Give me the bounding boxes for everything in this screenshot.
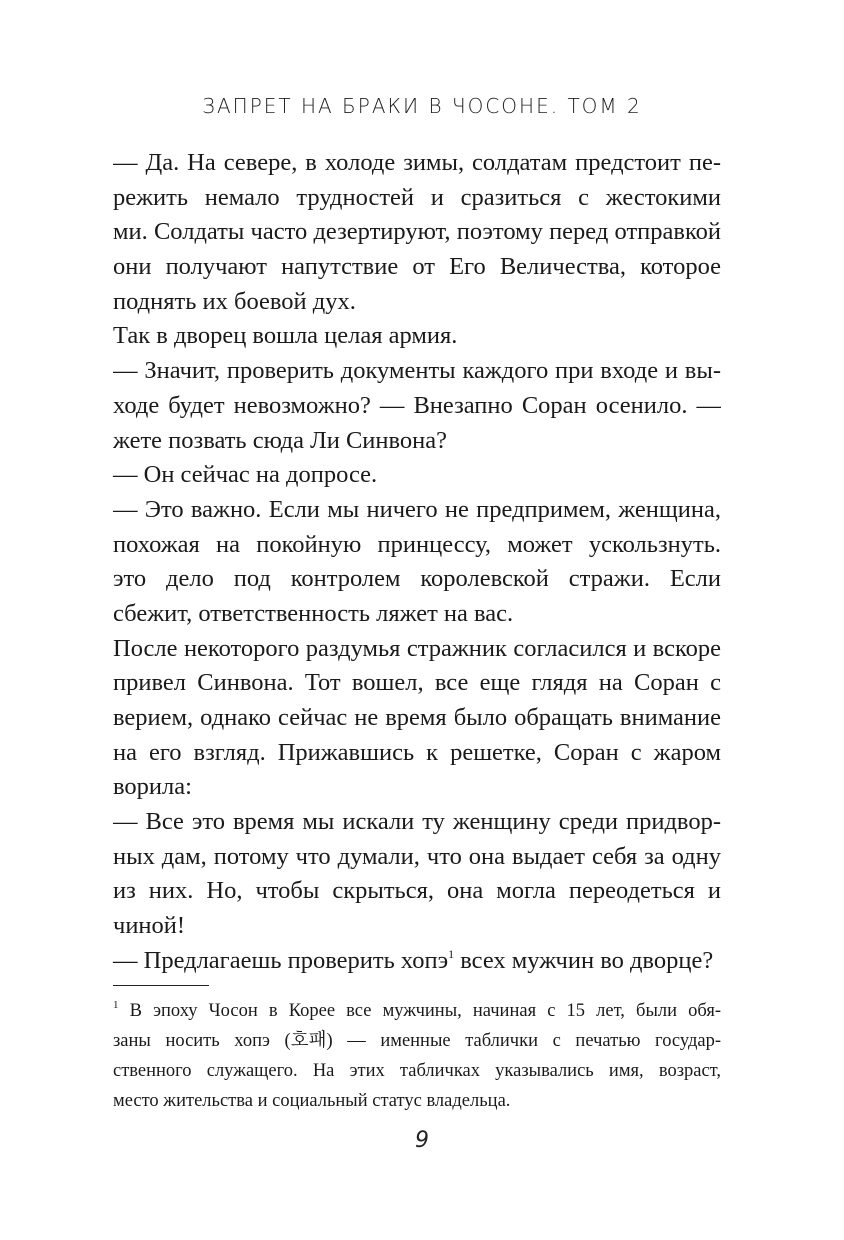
text-fragment: — Предлагаешь проверить хопэ: [113, 946, 449, 974]
footnote-line: заны носить хопэ (호패) — именные таблички с печатью государ-: [113, 1031, 721, 1051]
text-line: чиной!: [113, 912, 186, 940]
footnote-line: ственного служащего. На этих табличках указывались имя, возраст,: [113, 1061, 721, 1081]
text-line: из них. Но, чтобы скрыться, она могла переодеться и: [113, 877, 721, 905]
running-header: ЗАПРЕТ НА БРАКИ В ЧОСОНЕ. ТОМ 2: [202, 94, 642, 118]
text-line: они получают напутствие от Его Величества, которое: [113, 253, 721, 281]
text-line: — Все это время мы искали ту женщину среди придвор-: [113, 808, 721, 836]
text-line: Так в дворец вошла целая армия.: [113, 322, 458, 350]
footnote-reference[interactable]: 1: [448, 946, 455, 961]
text-line-with-footnote: [113, 944, 721, 979]
text-line: — Это важно. Если мы ничего не предпримем, женщина,: [113, 495, 721, 523]
text-line: сбежит, ответственность ляжет на вас.: [113, 599, 514, 627]
text-line: — Значит, проверить документы каждого при входе и вы-: [113, 357, 721, 385]
text-line: режить немало трудностей и сразиться с жестокими: [113, 183, 721, 211]
text-line: верием, однако сейчас не время было обращать внимание: [113, 704, 721, 731]
text-line: ходе будет невозможно? — Внезапно Соран осенило. —: [113, 391, 721, 419]
footnote-line: место жительства и социальный статус владельца.: [113, 1091, 511, 1111]
page-number: 9: [415, 1128, 429, 1153]
text-line: После некоторого раздумья стражник согласился и вскоре: [113, 634, 721, 662]
main-text: [113, 146, 721, 979]
text-line: на его взгляд. Прижавшись к решетке, Соран с жаром: [113, 738, 721, 766]
text-line: похожая на покойную принцессу, может ускользнуть.: [113, 530, 721, 558]
text-line: ных дам, потому что думали, что она выдает себя за одну: [113, 842, 721, 870]
text-line: — Он сейчас на допросе.: [113, 461, 378, 489]
footnote-line: [113, 996, 721, 1026]
text-line: жете позвать сюда Ли Синвона?: [113, 426, 448, 454]
footnote-text: В эпоху Чосон в Корее все мужчины, начиная с 15 лет, были обя-: [129, 1001, 721, 1021]
text-line: ворила:: [113, 773, 192, 801]
text-line: поднять их боевой дух.: [113, 287, 356, 315]
footnote-divider: [113, 985, 209, 986]
text-line: это дело под контролем королевской стражи. Если: [113, 565, 721, 593]
footnote-marker: 1: [113, 999, 119, 1011]
text-line: — Да. На севере, в холоде зимы, солдатам предстоит пе-: [113, 149, 721, 176]
text-line: привел Синвона. Тот вошел, все еще глядя на Соран с: [113, 669, 721, 697]
text-fragment: всех мужчин во дворце?: [460, 946, 714, 974]
footnote: [113, 996, 721, 1116]
text-line: ми. Солдаты часто дезертируют, поэтому перед отправкой: [113, 218, 721, 246]
